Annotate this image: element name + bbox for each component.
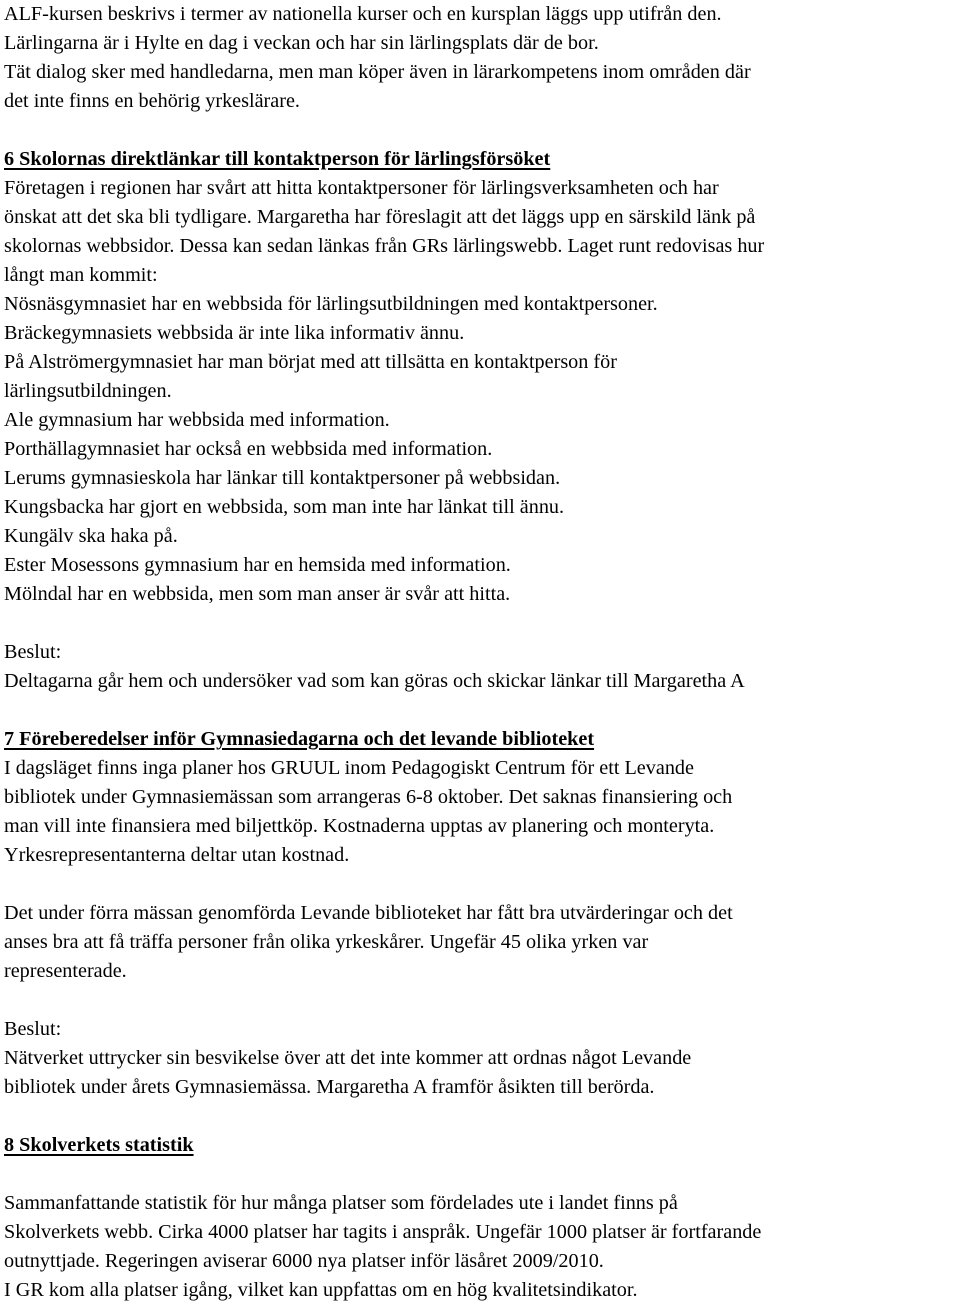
- text-line: bibliotek under Gymnasiemässan som arrangeras 6-8 oktober. Det saknas finansiering och: [4, 786, 733, 808]
- text-line: Porthällagymnasiet har också en webbsida med information.: [4, 438, 493, 460]
- text-line: långt man kommit:: [4, 264, 158, 286]
- section-heading: 8 Skolverkets statistik: [4, 1134, 194, 1156]
- decision-label: Beslut:: [4, 1018, 62, 1040]
- section-6: [4, 145, 956, 696]
- section-heading: 6 Skolornas direktlänkar till kontaktperson för lärlingsförsöket: [4, 148, 551, 170]
- section-7: [4, 725, 956, 1102]
- text-line: Kungälv ska haka på.: [4, 525, 178, 547]
- text-line: det inte finns en behörig yrkeslärare.: [4, 90, 300, 112]
- decision-label: Beslut:: [4, 641, 62, 663]
- text-line: Tät dialog sker med handledarna, men man köper även in lärarkompetens inom områden där: [4, 61, 751, 83]
- text-line: Ester Mosessons gymnasium har en hemsida med information.: [4, 554, 511, 576]
- text-line: Yrkesrepresentanterna deltar utan kostnad.: [4, 844, 350, 866]
- text-line: man vill inte finansiera med biljettköp. Kostnaderna upptas av planering och monteryta.: [4, 815, 715, 837]
- text-line: Mölndal har en webbsida, men som man anser är svår att hitta.: [4, 583, 511, 605]
- text-line: Bräckegymnasiets webbsida är inte lika informativ ännu.: [4, 322, 465, 344]
- text-line: Företagen i regionen har svårt att hitta kontaktpersoner för lärlingsverksamheten och har: [4, 177, 719, 199]
- text-line: Lärlingarna är i Hylte en dag i veckan och har sin lärlingsplats där de bor.: [4, 32, 599, 54]
- section-heading: 7 Föreberedelser inför Gymnasiedagarna och det levande biblioteket: [4, 728, 595, 750]
- text-line: Sammanfattande statistik för hur många platser som fördelades ute i landet finns på: [4, 1192, 678, 1214]
- text-line: Ale gymnasium har webbsida med information.: [4, 409, 390, 431]
- decision-text: bibliotek under årets Gymnasiemässa. Margaretha A framför åsikten till berörda.: [4, 1076, 655, 1098]
- intro-paragraph: [4, 0, 956, 116]
- text-line: Lerums gymnasieskola har länkar till kontaktpersoner på webbsidan.: [4, 467, 561, 489]
- decision-text: Deltagarna går hem och undersöker vad som kan göras och skickar länkar till Margaretha A: [4, 670, 745, 692]
- text-line: önskat att det ska bli tydligare. Margaretha har föreslagit att det läggs upp en särskild länk på: [4, 206, 756, 228]
- text-line: anses bra att få träffa personer från olika yrkeskårer. Ungefär 45 olika yrken var: [4, 931, 649, 953]
- text-line: ALF-kursen beskrivs i termer av nationella kurser och en kursplan läggs upp utifrån den.: [4, 3, 722, 25]
- text-line: Det under förra mässan genomförda Levande biblioteket har fått bra utvärderingar och det: [4, 902, 733, 924]
- text-line: I dagsläget finns inga planer hos GRUUL inom Pedagogiskt Centrum för ett Levande: [4, 757, 694, 779]
- decision-text: Nätverket uttrycker sin besvikelse över att det inte kommer att ordnas något Levande: [4, 1047, 692, 1069]
- text-line: lärlingsutbildningen.: [4, 380, 172, 402]
- text-line: Kungsbacka har gjort en webbsida, som man inte har länkat till ännu.: [4, 496, 565, 518]
- text-line: På Alströmergymnasiet har man börjat med att tillsätta en kontaktperson för: [4, 351, 617, 373]
- text-line: representerade.: [4, 960, 127, 982]
- text-line: outnyttjade. Regeringen aviserar 6000 nya platser inför läsåret 2009/2010.: [4, 1250, 604, 1272]
- text-line: Nösnäsgymnasiet har en webbsida för lärlingsutbildningen med kontaktpersoner.: [4, 293, 658, 315]
- document-page: [4, 0, 956, 1305]
- text-line: I GR kom alla platser igång, vilket kan uppfattas om en hög kvalitetsindikator.: [4, 1279, 638, 1301]
- section-8: [4, 1131, 956, 1305]
- text-line: Skolverkets webb. Cirka 4000 platser har tagits i anspråk. Ungefär 1000 platser är fortfarande: [4, 1221, 762, 1243]
- text-line: skolornas webbsidor. Dessa kan sedan länkas från GRs lärlingswebb. Laget runt redovisas hur: [4, 235, 765, 257]
